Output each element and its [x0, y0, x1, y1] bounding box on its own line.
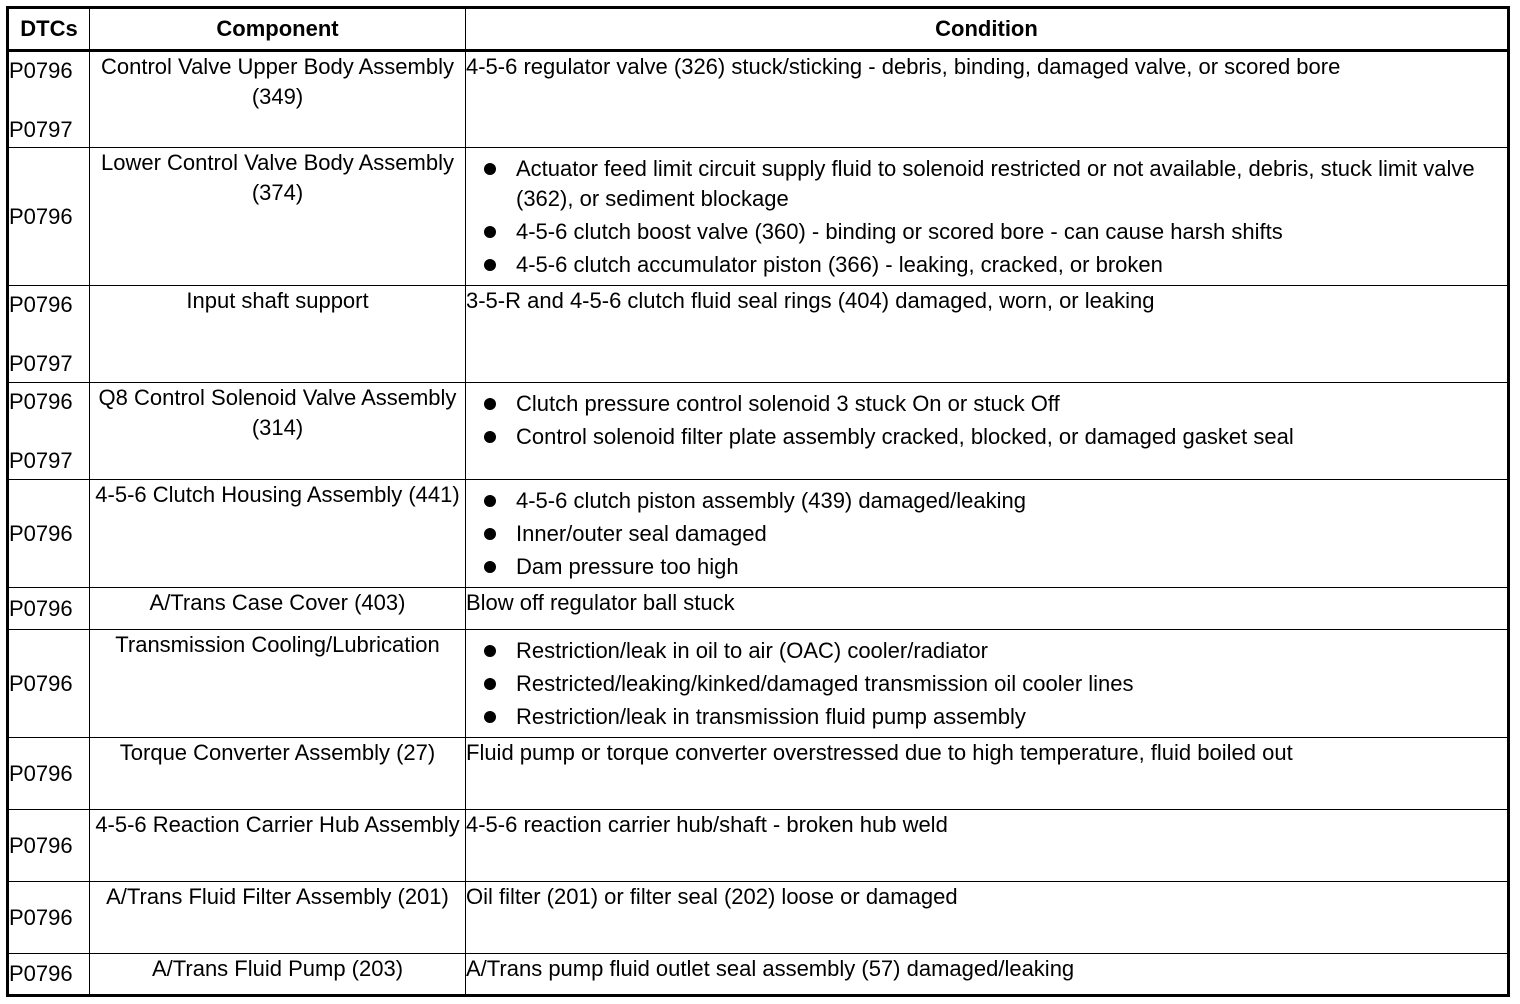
dtc-code: P0796 [9, 58, 73, 83]
condition-cell [466, 148, 1509, 286]
condition-item [466, 389, 1507, 419]
dtc-cell [8, 148, 90, 286]
dtc-cell [8, 630, 90, 738]
dtc-code: P0796 [9, 292, 73, 317]
table-row [8, 286, 1509, 383]
component-cell: A/Trans Case Cover (403) [90, 588, 466, 630]
condition-item [466, 669, 1507, 699]
dtc-cell [8, 588, 90, 630]
condition-cell: 3-5-R and 4-5-6 clutch fluid seal rings (404) damaged, worn, or leaking [466, 286, 1509, 383]
table-row [8, 954, 1509, 996]
bullet-icon [484, 431, 496, 443]
dtc-cell [8, 286, 90, 383]
condition-item-text: Dam pressure too high [516, 554, 739, 579]
dtc-code: P0797 [9, 351, 73, 376]
dtc-code: P0796 [9, 760, 73, 786]
condition-cell [466, 480, 1509, 588]
condition-item [466, 422, 1507, 452]
header-dtcs: DTCs [8, 8, 90, 51]
condition-cell [466, 630, 1509, 738]
dtc-cell [8, 810, 90, 882]
component-cell: 4-5-6 Reaction Carrier Hub Assembly [90, 810, 466, 882]
bullet-icon [484, 495, 496, 507]
table-row [8, 630, 1509, 738]
condition-item [466, 519, 1507, 549]
dtc-code: P0796 [9, 203, 73, 229]
dtc-cell [8, 480, 90, 588]
bullet-icon [484, 645, 496, 657]
dtc-code: P0796 [9, 904, 73, 930]
dtc-diagnostic-table [6, 6, 1510, 997]
condition-cell: Fluid pump or torque converter overstressed due to high temperature, fluid boiled out [466, 738, 1509, 810]
condition-item [466, 636, 1507, 666]
condition-item-text: Actuator feed limit circuit supply fluid to solenoid restricted or not available, debris, stuck limit valve (362), or sediment blockage [516, 156, 1475, 211]
condition-item [466, 552, 1507, 582]
condition-item [466, 250, 1507, 280]
dtc-code: P0797 [9, 448, 73, 473]
condition-item-text: Restriction/leak in oil to air (OAC) cooler/radiator [516, 638, 988, 663]
condition-cell: Oil filter (201) or filter seal (202) loose or damaged [466, 882, 1509, 954]
dtc-code: P0796 [9, 961, 73, 986]
component-cell: Torque Converter Assembly (27) [90, 738, 466, 810]
bullet-icon [484, 678, 496, 690]
bullet-icon [484, 711, 496, 723]
component-cell: 4-5-6 Clutch Housing Assembly (441) [90, 480, 466, 588]
table-header-row [8, 8, 1509, 51]
condition-item-text: 4-5-6 clutch accumulator piston (366) - leaking, cracked, or broken [516, 252, 1163, 277]
condition-item-text: Restriction/leak in transmission fluid pump assembly [516, 704, 1026, 729]
condition-item [466, 702, 1507, 732]
table-row [8, 588, 1509, 630]
dtc-code: P0796 [9, 670, 73, 696]
dtc-cell [8, 383, 90, 480]
dtc-code: P0796 [9, 832, 73, 858]
condition-list [466, 389, 1507, 452]
condition-item-text: 4-5-6 clutch piston assembly (439) damaged/leaking [516, 488, 1026, 513]
dtc-code: P0796 [9, 595, 73, 621]
component-cell: A/Trans Fluid Pump (203) [90, 954, 466, 996]
condition-cell [466, 383, 1509, 480]
dtc-cell [8, 51, 90, 148]
condition-cell: Blow off regulator ball stuck [466, 588, 1509, 630]
component-cell: A/Trans Fluid Filter Assembly (201) [90, 882, 466, 954]
table-row [8, 148, 1509, 286]
bullet-icon [484, 528, 496, 540]
table-row [8, 738, 1509, 810]
component-cell: Q8 Control Solenoid Valve Assembly (314) [90, 383, 466, 480]
bullet-icon [484, 561, 496, 573]
table-row [8, 882, 1509, 954]
condition-list [466, 636, 1507, 732]
condition-list [466, 154, 1507, 280]
condition-item-text: 4-5-6 clutch boost valve (360) - binding or scored bore - can cause harsh shifts [516, 219, 1283, 244]
condition-item [466, 154, 1507, 214]
header-condition: Condition [466, 8, 1509, 51]
condition-item-text: Control solenoid filter plate assembly cracked, blocked, or damaged gasket seal [516, 424, 1294, 449]
dtc-code: P0796 [9, 520, 73, 546]
dtc-cell [8, 882, 90, 954]
bullet-icon [484, 226, 496, 238]
condition-item [466, 486, 1507, 516]
header-component: Component [90, 8, 466, 51]
condition-item-text: Inner/outer seal damaged [516, 521, 767, 546]
table-row [8, 51, 1509, 148]
bullet-icon [484, 163, 496, 175]
bullet-icon [484, 398, 496, 410]
dtc-code: P0797 [9, 117, 73, 142]
condition-item-text: Clutch pressure control solenoid 3 stuck On or stuck Off [516, 391, 1060, 416]
condition-item [466, 217, 1507, 247]
condition-cell: 4-5-6 reaction carrier hub/shaft - broken hub weld [466, 810, 1509, 882]
bullet-icon [484, 259, 496, 271]
condition-item-text: Restricted/leaking/kinked/damaged transmission oil cooler lines [516, 671, 1134, 696]
component-cell: Control Valve Upper Body Assembly (349) [90, 51, 466, 148]
condition-list [466, 486, 1507, 582]
table-row [8, 480, 1509, 588]
component-cell: Input shaft support [90, 286, 466, 383]
dtc-cell [8, 954, 90, 996]
condition-cell: 4-5-6 regulator valve (326) stuck/sticking - debris, binding, damaged valve, or scored bore [466, 51, 1509, 148]
component-cell: Transmission Cooling/Lubrication [90, 630, 466, 738]
dtc-cell [8, 738, 90, 810]
condition-cell: A/Trans pump fluid outlet seal assembly (57) damaged/leaking [466, 954, 1509, 996]
component-cell: Lower Control Valve Body Assembly (374) [90, 148, 466, 286]
table-row [8, 383, 1509, 480]
table-row [8, 810, 1509, 882]
dtc-code: P0796 [9, 389, 73, 414]
